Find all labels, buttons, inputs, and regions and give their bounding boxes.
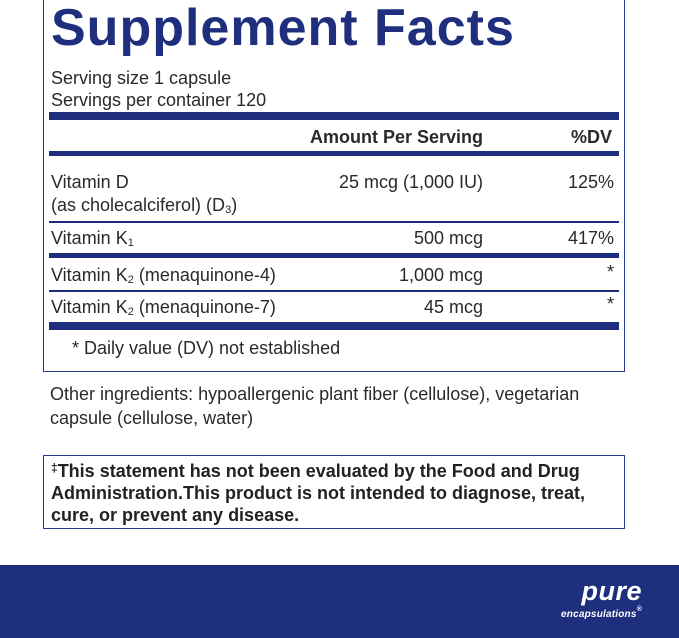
header-amount: Amount Per Serving [309,127,483,147]
row-divider [49,290,619,292]
header-divider [49,151,619,156]
row-dv: * [606,262,614,282]
row-divider [49,253,619,258]
header-dv: %DV [570,127,612,147]
thick-divider-bottom [49,322,619,330]
dv-footnote: * Daily value (DV) not established [72,338,341,358]
row-amount: 1,000 mcg [398,265,483,285]
dagger-symbol: ‡ [51,461,58,475]
row-dv: 125% [567,172,614,192]
logo-tagline: encapsulations® [561,606,642,620]
disclaimer-text: This statement has not been evaluated by the Food and Drug Administration.This product is not intended to diagnose, treat, cure, or prevent any disease. [51,461,586,525]
row-dv: 417% [567,228,614,248]
row-divider [49,221,619,223]
serving-size: Serving size 1 capsule [51,68,232,88]
row-name: Vitamin $K_2$ (menaquinone-4) [51,265,276,286]
row-dv: * [606,294,614,314]
panel-title: Supplement Facts [51,0,515,57]
supplement-facts-panel [43,0,625,372]
logo-wordmark: pure [581,576,642,606]
row-name: Vitamin $K_1$ [51,228,134,249]
servings-per-container: Servings per container 120 [51,90,267,110]
row-name: Vitamin $K_2$ (menaquinone-7) [51,297,276,318]
row-amount: 500 mcg [413,228,483,248]
row-amount: 25 mcg (1,000 IU) [338,172,483,192]
brand-logo [561,577,642,620]
row-name-detail: (as cholecalciferol) $(D_3)$ [51,195,238,216]
row-amount: 45 mcg [423,297,483,317]
fda-disclaimer [43,455,625,529]
brand-footer [0,565,679,638]
other-ingredients: Other ingredients: hypoallergenic plant fiber (cellulose), vegetarian capsule (cellulose, water) [50,384,580,428]
row-name: Vitamin D [51,172,129,192]
thick-divider [49,112,619,120]
registered-mark: ® [636,606,642,613]
